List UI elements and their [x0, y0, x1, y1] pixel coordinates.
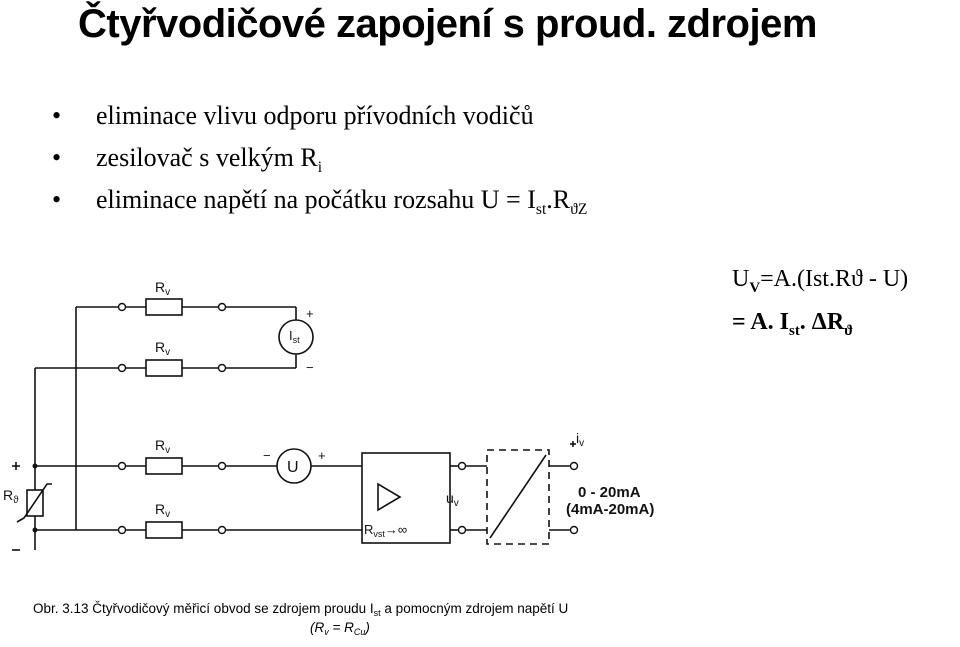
bullet-text-continued: .R — [546, 185, 571, 214]
formula-sub: V — [749, 280, 761, 296]
u-label: U — [287, 459, 299, 476]
bullet-subscript: st — [535, 201, 547, 218]
formula-sub: ϑ — [844, 323, 854, 339]
minus-label: − — [263, 448, 271, 463]
bullet-text: eliminace vlivu odporu přívodních vodičů — [96, 101, 534, 130]
figure-caption-2 — [310, 620, 370, 637]
caption-sub: v — [324, 627, 329, 637]
rv-label: $R_v$ — [155, 339, 171, 358]
amplifier-triangle-icon — [378, 484, 400, 510]
formula-text: . ΔR — [799, 309, 845, 335]
bullet-dot-icon: • — [52, 101, 62, 130]
slide-title: Čtyřvodičové zapojení s proud. zdrojem — [78, 2, 817, 46]
bullet-dot-icon: • — [52, 185, 62, 214]
bullet-subscript-2: ϑZ — [570, 201, 588, 218]
formula-sub: st — [789, 323, 800, 339]
rv-label: $R_v$ — [155, 437, 171, 456]
formula-text: U — [732, 266, 750, 292]
iv-label: $i_v$ — [576, 430, 585, 449]
lead-resistor-1 — [146, 299, 182, 315]
lead-resistor-3 — [146, 458, 182, 474]
lead-resistor-2 — [146, 360, 182, 376]
plus-label: + — [306, 306, 314, 321]
plus-label: + — [318, 448, 326, 463]
caption-sub: st — [373, 608, 381, 618]
caption-text: Obr. 3.13 Čtyřvodičový měřicí obvod se zdrojem proudu I — [33, 601, 374, 616]
range-alt-label: (4mA-20mA) — [566, 501, 655, 518]
formula-text: =A.(Ist.Rϑ - U) — [760, 266, 909, 292]
uv-label: $u_v$ — [446, 490, 459, 509]
bullet-text: zesilovač s velkým R — [96, 143, 318, 172]
bullet-subscript: i — [317, 159, 323, 176]
lead-resistor-4 — [146, 522, 182, 538]
figure-caption — [33, 601, 568, 618]
bullet-text: eliminace napětí na počátku rozsahu U = I — [96, 185, 536, 214]
caption-text: ) — [365, 620, 370, 635]
minus-label: − — [306, 360, 314, 375]
ist-label: $I_{st}$ — [289, 328, 300, 345]
range-label: 0 - 20mA — [578, 484, 641, 501]
rv-label: $R_v$ — [155, 279, 171, 298]
rv-label: $R_v$ — [155, 501, 171, 520]
rth-label: $R_ϑ$ — [3, 487, 19, 506]
rvst-label: $R_{vst}\to\infty$ — [364, 522, 408, 539]
caption-text: a pomocným zdrojem napětí U — [380, 601, 569, 616]
caption-text: = R — [328, 620, 354, 635]
converter-diagonal — [490, 455, 546, 538]
bullet-dot-icon: • — [52, 143, 62, 172]
caption-text: (R — [310, 620, 325, 635]
caption-sub: Cu — [353, 627, 366, 637]
formula-text: = A. I — [732, 309, 790, 335]
